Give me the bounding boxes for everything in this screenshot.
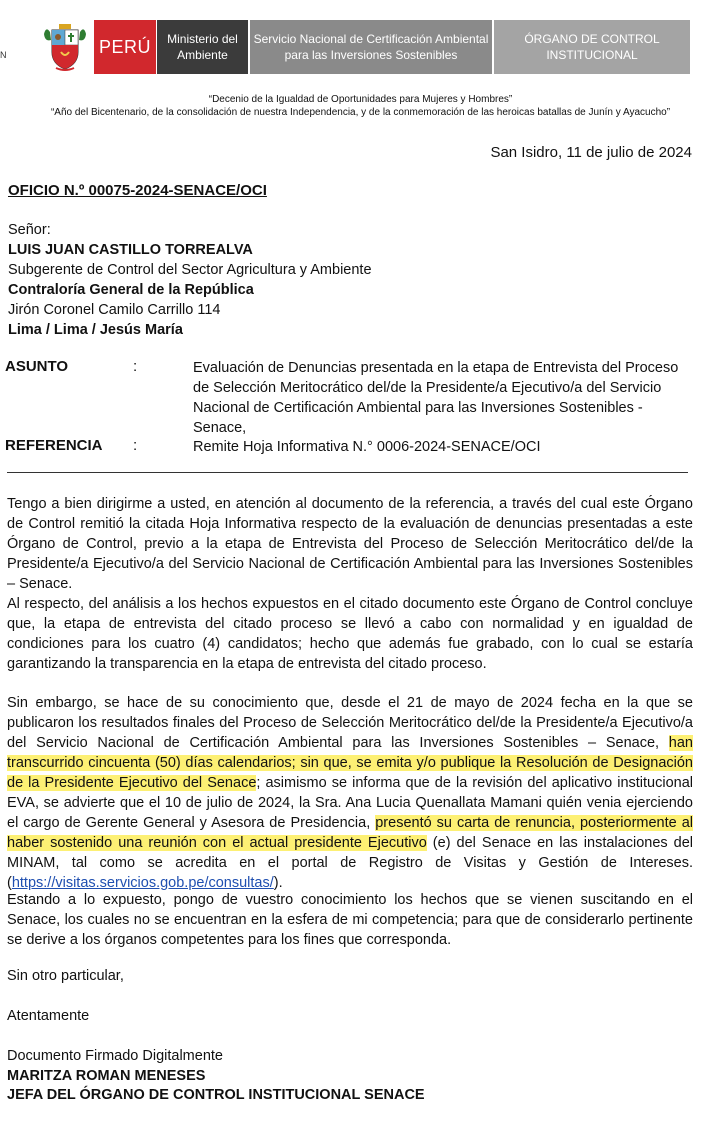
p3-text-c: (e) del Senace en las instalaciones del MINAM, tal como se acredita en el portal de Registro de Visitas y Gestión de Intereses. (	[7, 835, 693, 891]
paragraph-3	[7, 693, 693, 893]
divider	[7, 472, 688, 473]
visits-portal-link[interactable]: https://visitas.servicios.gob.pe/consultas/	[11, 875, 274, 891]
signer-name: MARITZA ROMAN MENESES	[7, 1068, 206, 1084]
addressee-street: Jirón Coronel Camilo Carrillo 114	[8, 302, 221, 318]
paragraph-4: Estando a lo expuesto, pongo de vuestro conocimiento los hechos que se vienen suscitando en el Senace, los cuales no se encuentran en la esfera de mi competencia; para que de considerarlo pertinente se derive a los órganos competentes para los fines que corresponda.	[7, 892, 693, 948]
p3-text-b: ; asimismo se informa que de la revisión del aplicativo institucional EVA, se advierte que el 10 de julio de 2024, la Sra. Ana Lucia Quenallata Mamani quién venia ejerciendo el cargo de Gerente General y Asesora de Presidencia,	[7, 775, 694, 831]
office-badge: ÓRGANO DE CONTROL INSTITUCIONAL	[494, 20, 690, 74]
ministry-badge: Ministerio del Ambiente	[157, 20, 248, 74]
addressee-institution: Contraloría General de la República	[8, 282, 254, 298]
addressee-name: LUIS JUAN CASTILLO TORREALVA	[8, 242, 253, 258]
asunto-text: Evaluación de Denuncias presentada en la etapa de Entrevista del Proceso de Selección Meritocrático del/de la Presidente/a Ejecutivo/a del Servicio Nacional de Certificación Ambiental para las Inversiones Sostenibles - Senace,	[193, 360, 679, 436]
signer-title: JEFA DEL ÓRGANO DE CONTROL INSTITUCIONAL SENACE	[7, 1087, 425, 1103]
salutation: Señor:	[8, 222, 51, 238]
referencia-label: REFERENCIA	[5, 437, 103, 454]
p3-text-a: Sin embargo, se hace de su conocimiento que, desde el 21 de mayo de 2024 fecha en la que se publicaron los resultados finales del Proceso de Selección Meritocrático del/de la Presidente/a Ejecutivo/a del Servicio Nacional de Certificación Ambiental para las Inversiones Sostenibles – Senace,	[7, 695, 693, 751]
digital-signature-note: Documento Firmado Digitalmente	[7, 1048, 223, 1064]
addressee-city: Lima / Lima / Jesús María	[8, 322, 183, 338]
asunto-colon: :	[133, 358, 138, 375]
addressee-position: Subgerente de Control del Sector Agricultura y Ambiente	[8, 262, 372, 278]
highlight-fifty-days: han transcurrido cincuenta (50) días calendarios; sin que, se emita y/o publique la Resolución de Designación de la Presidente Ejecutivo del Senace	[7, 735, 693, 791]
coat-of-arms-icon	[42, 22, 88, 72]
addressee-block	[8, 220, 372, 340]
referencia-colon: :	[133, 437, 138, 454]
regards-line: Atentamente	[7, 1008, 90, 1024]
document-date: San Isidro, 11 de julio de 2024	[490, 144, 692, 161]
referencia-text: Remite Hoja Informativa N.° 0006-2024-SENACE/OCI	[193, 439, 541, 455]
paragraph-2: Al respecto, del análisis a los hechos expuestos en el citado documento este Órgano de Control concluye que, la etapa de entrevista del citado proceso se llevó a cabo con normalidad y en igualdad de condiciones para los cuatro (4) candidatos; hecho que además fue grabado, con lo cual se estaría garantizando la transparencia en la etapa de entrevista del citado proceso.	[7, 596, 693, 672]
document-number: OFICIO N.º 00075-2024-SENACE/OCI	[8, 182, 267, 199]
service-badge: Servicio Nacional de Certificación Ambiental para las Inversiones Sostenibles	[250, 20, 492, 74]
peru-badge: PERÚ	[94, 20, 156, 74]
asunto-label: ASUNTO	[5, 358, 69, 375]
motto-year: “Año del Bicentenario, de la consolidación de nuestra Independencia, y de la conmemoración de las heroicas batallas de Junín y Ayacucho”	[50, 107, 671, 118]
edge-mark: N	[0, 50, 7, 60]
motto-decade: “Decenio de la Igualdad de Oportunidades para Mujeres y Hombres”	[208, 94, 513, 105]
closing-line: Sin otro particular,	[7, 968, 124, 984]
p3-text-d: ).	[273, 875, 283, 891]
paragraph-1: Tengo a bien dirigirme a usted, en atención al documento de la referencia, a través del cual este Órgano de Control remitió la citada Hoja Informativa respecto de la evaluación de denuncias presentadas a este Órgano de Control, previo a la etapa de Entrevista del Proceso de Selección Meritocrático del/de la Presidente/a Ejecutivo/a del Servicio Nacional de Certificación Ambiental para las Inversiones Sostenibles – Senace.	[7, 496, 693, 592]
highlight-resignation: presentó su carta de renuncia, posteriormente al haber sostenido una reunión con el actual presidente Ejecutivo	[7, 815, 693, 851]
